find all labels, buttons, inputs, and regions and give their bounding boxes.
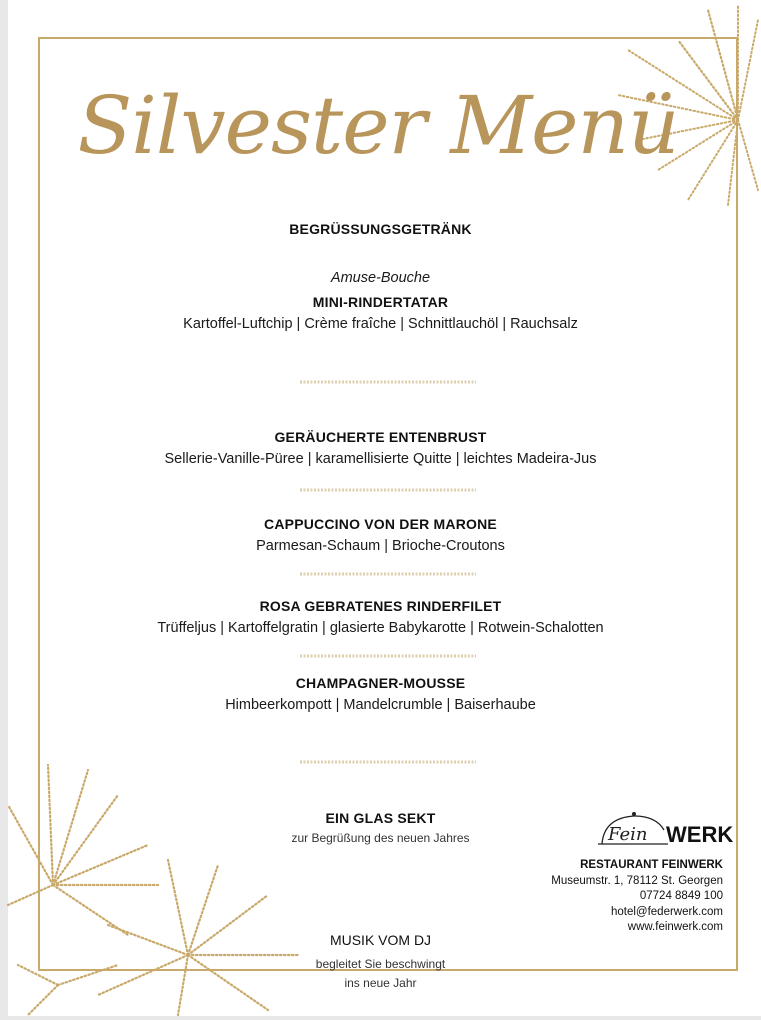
dj-line-1: begleitet Sie beschwingt [315,957,446,971]
gold-divider [300,570,476,578]
firework-bottom-left-decoration [8,765,308,1016]
feinwerk-logo [594,804,734,852]
restaurant-phone: 07724 8849 100 [639,890,723,902]
previous-page-text-fragment [128,0,428,4]
course-1-desc: Kartoffel-Luftchip | Crème fraîche | Schnittlauchöl | Rauchsalz [183,316,578,332]
course-4-name: ROSA GEBRATENES RINDERFILET [259,598,502,614]
course-5-name: CHAMPAGNER-MOUSSE [295,675,466,691]
restaurant-website: www.feinwerk.com [627,921,723,933]
course-3-desc: Parmesan-Schaum | Brioche-Croutons [256,538,505,554]
logo-script: Fein [608,824,648,845]
dj-heading: MUSIK VOM DJ [329,932,432,948]
sekt-heading: EIN GLAS SEKT [325,810,436,826]
sekt-subtitle: zur Begrüßung des neuen Jahres [291,831,470,845]
gold-divider [300,486,476,494]
script-title-svg [77,48,679,198]
menu-title: Silvester Menü [77,79,679,172]
dj-line-2: ins neue Jahr [344,976,417,990]
restaurant-email: hotel@federwerk.com [610,905,723,918]
course-3-name: CAPPUCCINO VON DER MARONE [264,516,497,532]
restaurant-address: Museumstr. 1, 78112 St. Georgen [551,874,723,887]
course-2-desc: Sellerie-Vanille-Püree | karamellisierte Quitte | leichtes Madeira-Jus [164,451,597,467]
amuse-bouche-label: Amuse-Bouche [330,270,431,286]
course-1-name: MINI-RINDERTATAR [312,294,449,310]
course-5-desc: Himbeerkompott | Mandelcrumble | Baiserhaube [225,697,536,713]
gold-divider [300,758,476,766]
menu-page [8,0,761,1016]
logo-bold: WERK [666,822,734,847]
course-2-name: GERÄUCHERTE ENTENBRUST [274,429,487,445]
gold-divider [300,652,476,660]
restaurant-name: RESTAURANT FEINWERK [580,859,723,871]
gold-divider [300,378,476,386]
course-4-desc: Trüffeljus | Kartoffelgratin | glasierte Babykarotte | Rotwein-Schalotten [157,620,604,636]
restaurant-contact-block [503,858,723,936]
welcome-drink-heading: BEGRÜSSUNGSGETRÄNK [289,221,472,237]
